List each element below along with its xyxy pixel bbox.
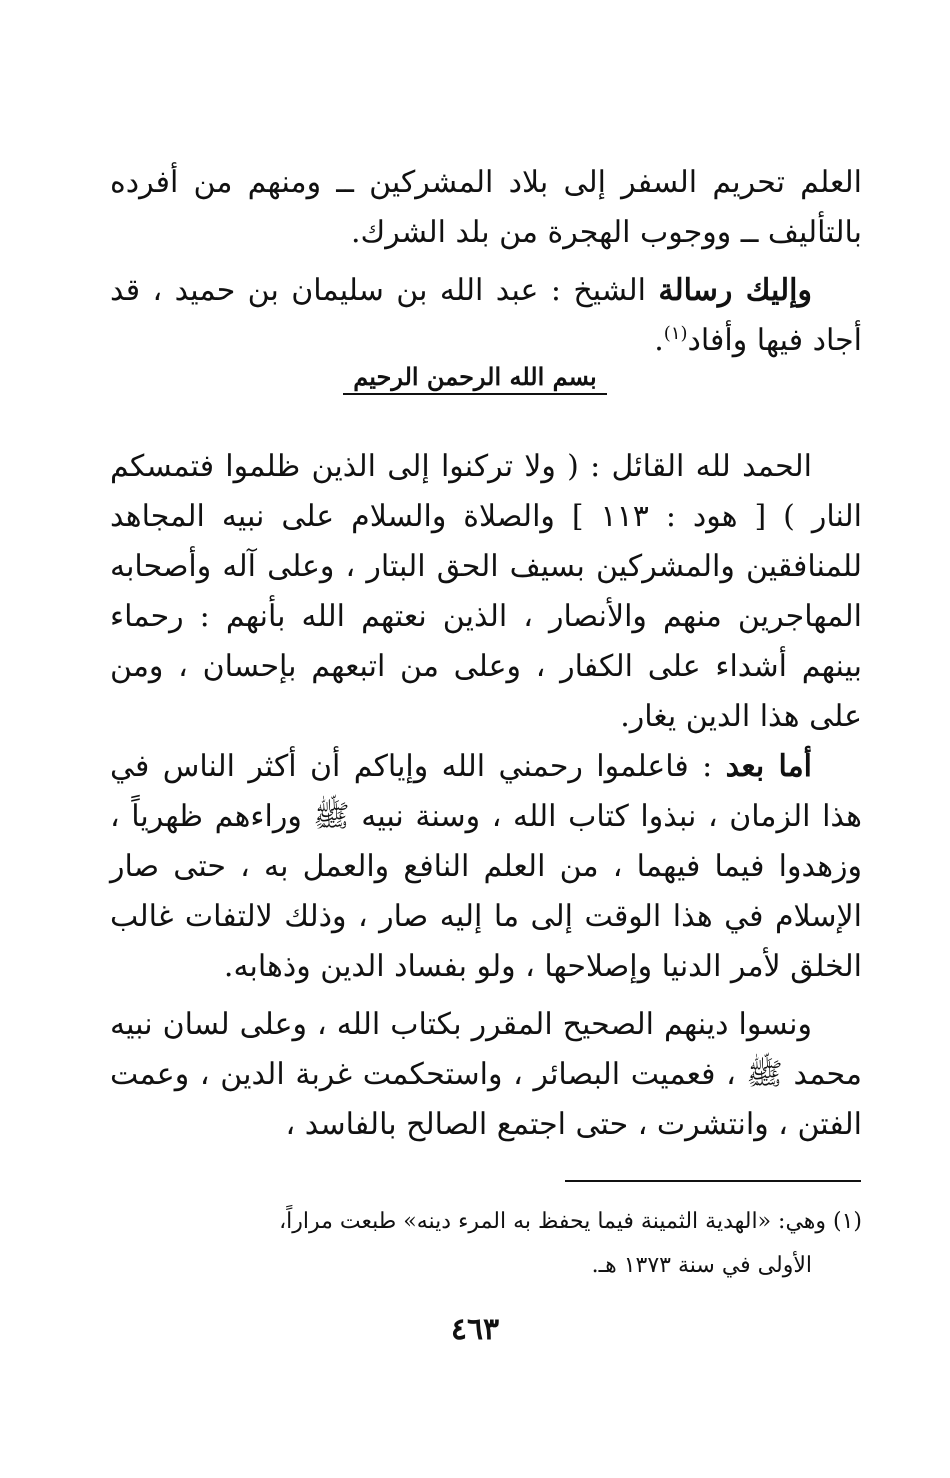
letter-end: . <box>654 323 664 358</box>
paragraph-hamd <box>110 442 862 742</box>
paragraph-amma-text <box>110 742 862 992</box>
letter-lead-bold: وإليك رسالة <box>658 273 812 308</box>
paragraph-letter <box>110 266 862 366</box>
paragraph-letter-text <box>110 266 862 366</box>
footnote-line-2: الأولى في سنة ١٣٧٣ هـ. <box>591 1253 812 1278</box>
page-number: ٤٦٣ <box>450 1312 500 1347</box>
footnote-line-1: (١) وهي: «الهدية الثمينة فيما يحفظ به المرء دينه» طبعت مراراً، <box>279 1209 862 1234</box>
basmala-heading <box>0 362 950 395</box>
paragraph-nasu <box>110 1000 862 1150</box>
amma-lead-bold: أما بعد <box>725 749 812 784</box>
amma-body: : فاعلموا رحمني الله وإياكم أن أكثر الناس في هذا الزمان ، نبذوا كتاب الله ، وسنة نبيه ﷺ وراءهم ظهرياً ، وزهدوا فيما فيهما ، من العلم النافع والعمل به ، حتى صار الإسلام في هذا الوقت إلى ما إليه صار ، وذلك لالتفات غالب الخلق لأمر الدنيا وإصلاحها ، ولو بفساد الدين وذهابه. <box>110 749 862 984</box>
letter-body: الشيخ : عبد الله بن سليمان بن حميد ، قد أجاد فيها وأفاد <box>110 273 862 358</box>
footnote <box>110 1200 862 1288</box>
paragraph-nasu-text: ونسوا دينهم الصحيح المقرر بكتاب الله ، وعلى لسان نبيه محمد ﷺ ، فعميت البصائر ، واستحكمت غربة الدين ، وعمت الفتن ، وانتشرت ، حتى اجتمع الصالح بالفاسد ، <box>110 1007 862 1142</box>
paragraph-intro <box>110 158 862 258</box>
footnote-reference: (١) <box>663 323 688 344</box>
paragraph-hamd-text: الحمد لله القائل : ( ولا تركنوا إلى الذين ظلموا فتمسكم النار ) [ هود : ١١٣ ] والصلاة والسلام على نبيه المجاهد للمنافقين والمشركين بسيف الحق البتار ، وعلى آله وأصحابه المهاجرين منهم والأنصار ، الذين نعتهم الله بأنهم : رحماء بينهم أشداء على الكفار ، وعلى من اتبعهم بإحسان ، ومن على هذا الدين يغار. <box>110 449 862 734</box>
footnote-divider <box>565 1180 861 1182</box>
paragraph-amma <box>110 742 862 992</box>
basmala-text: بسم الله الرحمن الرحيم <box>343 362 606 395</box>
paragraph-intro-text: العلم تحريم السفر إلى بلاد المشركين ــ ومنهم من أفرده بالتأليف ــ ووجوب الهجرة من بلد الشرك. <box>110 165 862 250</box>
